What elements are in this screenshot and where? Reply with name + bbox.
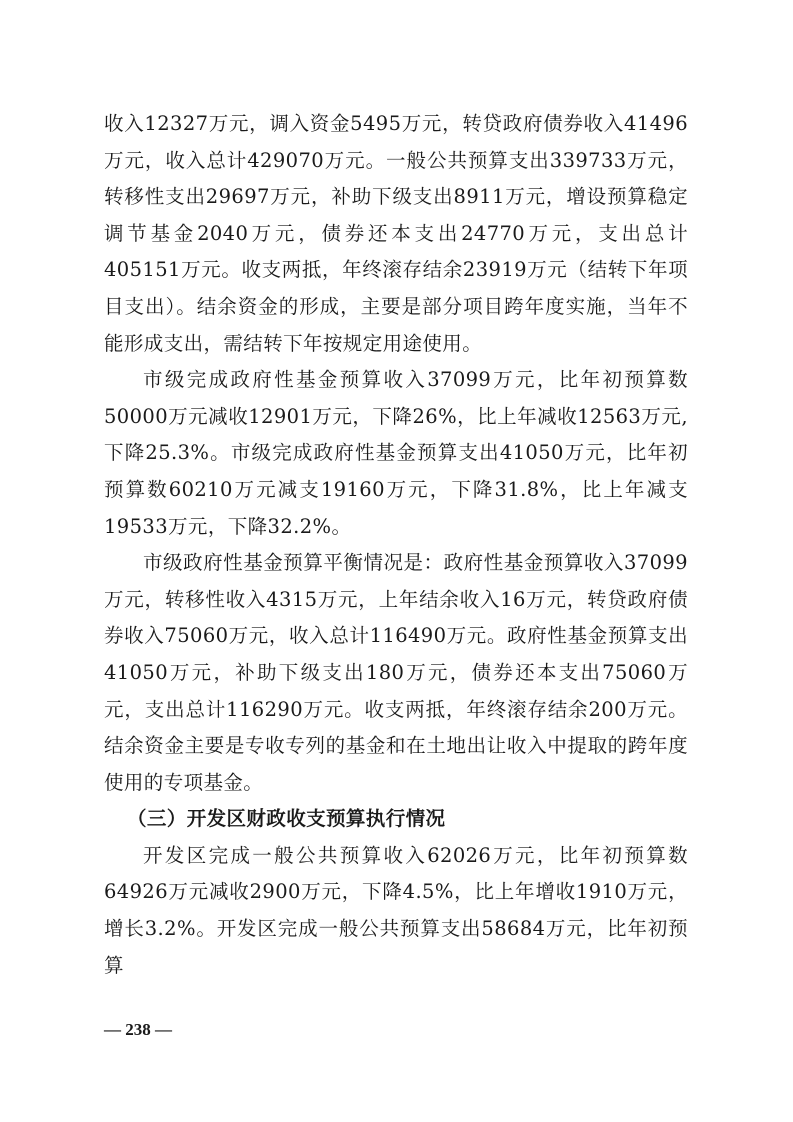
paragraph-fund-revenue-expenditure: 市级完成政府性基金预算收入37099万元，比年初预算数50000万元减收12901万元，下降26%，比上年减收12563万元,下降25.3%。市级完成政府性基金预算支出41050万元，比年初预算数60210万元减支19160万元，下降31.8%，比上年减支19533万元，下降32.2%。	[104, 368, 688, 538]
paragraph-budget-balance-continued: 收入12327万元，调入资金5495万元，转贷政府债券收入41496万元，收入总计429070万元。一般公共预算支出339733万元，转移性支出29697万元，补助下级支出8911万元，增设预算稳定调节基金2040万元，债券还本支出24770万元，支出总计405151万元。收支两抵，年终滚存结余23919万元（结转下年项目支出）。结余资金的形成，主要是部分项目跨年度实施，当年不能形成支出，需结转下年按规定用途使用。	[104, 112, 688, 355]
body-text	[104, 106, 688, 984]
page-number: — 238 —	[104, 1020, 172, 1039]
paragraph-fund-balance: 市级政府性基金预算平衡情况是：政府性基金预算收入37099万元，转移性收入4315万元，上年结余收入16万元，转贷政府债券收入75060万元，收入总计116490万元。政府性基金预算支出41050万元，补助下级支出180万元，债券还本支出75060万元，支出总计116290万元。收支两抵，年终滚存结余200万元。结余资金主要是专收专列的基金和在土地出让收入中提取的跨年度使用的专项基金。	[104, 551, 688, 794]
paragraph-development-zone-budget: 开发区完成一般公共预算收入62026万元，比年初预算数64926万元减收2900万元，下降4.5%，比上年增收1910万元，增长3.2%。开发区完成一般公共预算支出58684万元，比年初预算	[104, 843, 688, 977]
section-heading-development-zone: （三）开发区财政收支预算执行情况	[127, 807, 446, 831]
